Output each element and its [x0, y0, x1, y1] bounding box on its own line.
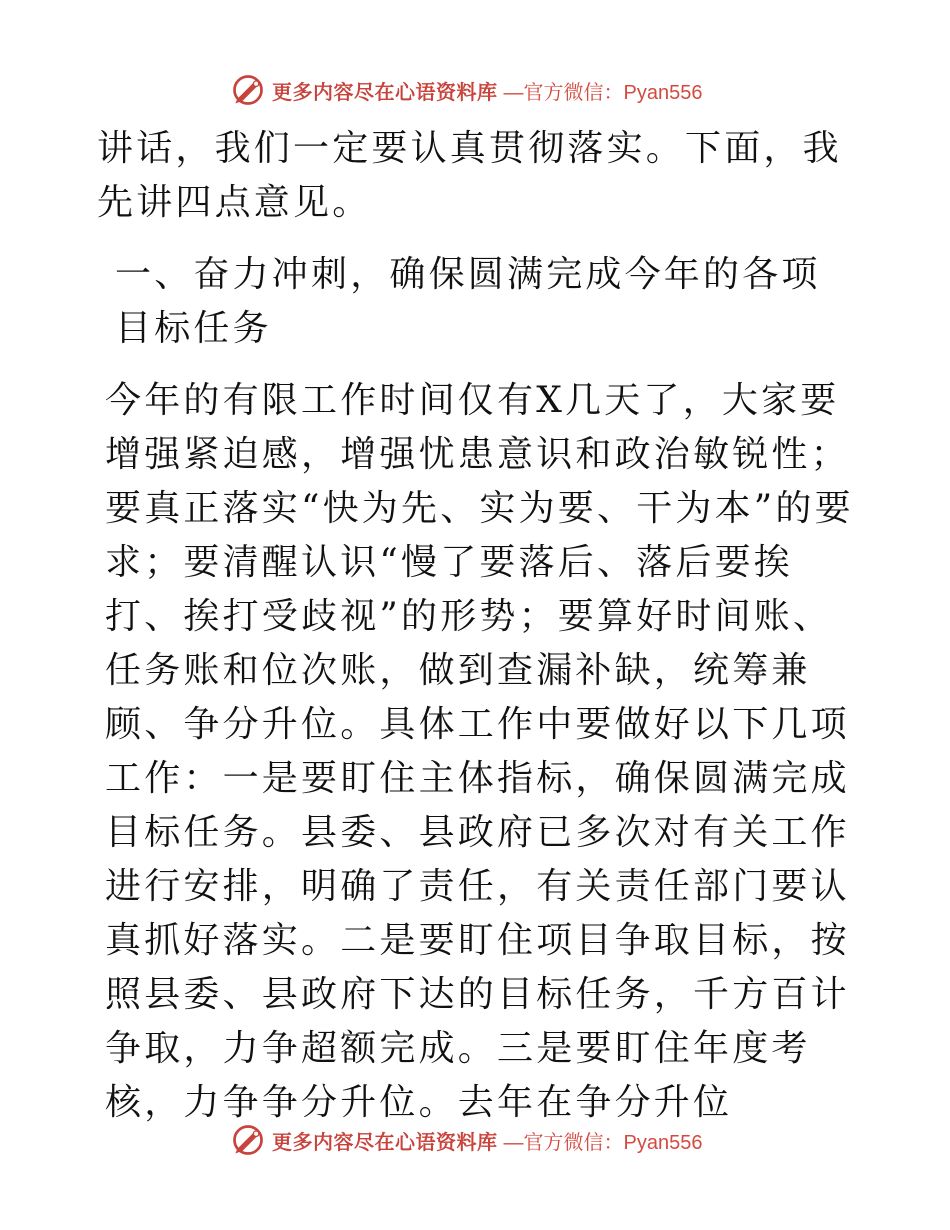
- section-heading: 一、奋力冲刺，确保圆满完成今年的各项目标任务: [115, 254, 821, 349]
- banner-contact-text: —官方微信：Pyan556: [503, 1131, 703, 1154]
- footer-banner[interactable]: [230, 1120, 702, 1160]
- pen-nib-logo-icon: [230, 72, 266, 108]
- banner-site-text: 更多内容尽在心语资料库: [272, 1129, 498, 1154]
- document-body: [97, 122, 857, 1148]
- paragraph-body: 今年的有限工作时间仅有X几天了，大家要增强紧迫感，增强忧患意识和政治敏锐性；要真正落实“快为先、实为要、干为本”的要求；要清醒认识“慢了要落后、落后要挨打、挨打受歧视”的形势；要算好时间账、任务账和位次账，做到查漏补缺，统筹兼顾、争分升位。具体工作中要做好以下几项工作：一是要盯住主体指标，确保圆满完成目标任务。县委、县政府已多次对有关工作进行安排，明确了责任，有关责任部门要认真抓好落实。二是要盯住项目争取目标，按照县委、县政府下达的目标任务，千方百计争取，力争超额完成。三是要盯住年度考核，力争争分升位。去年在争分升位: [105, 380, 854, 1123]
- banner-contact-text: —官方微信：Pyan556: [503, 81, 703, 104]
- paragraph-intro: 讲话，我们一定要认真贯彻落实。下面，我先讲四点意见。: [97, 128, 842, 223]
- pen-nib-logo-icon: [230, 1122, 266, 1158]
- banner-site-text: 更多内容尽在心语资料库: [272, 79, 498, 104]
- header-banner[interactable]: [230, 70, 702, 110]
